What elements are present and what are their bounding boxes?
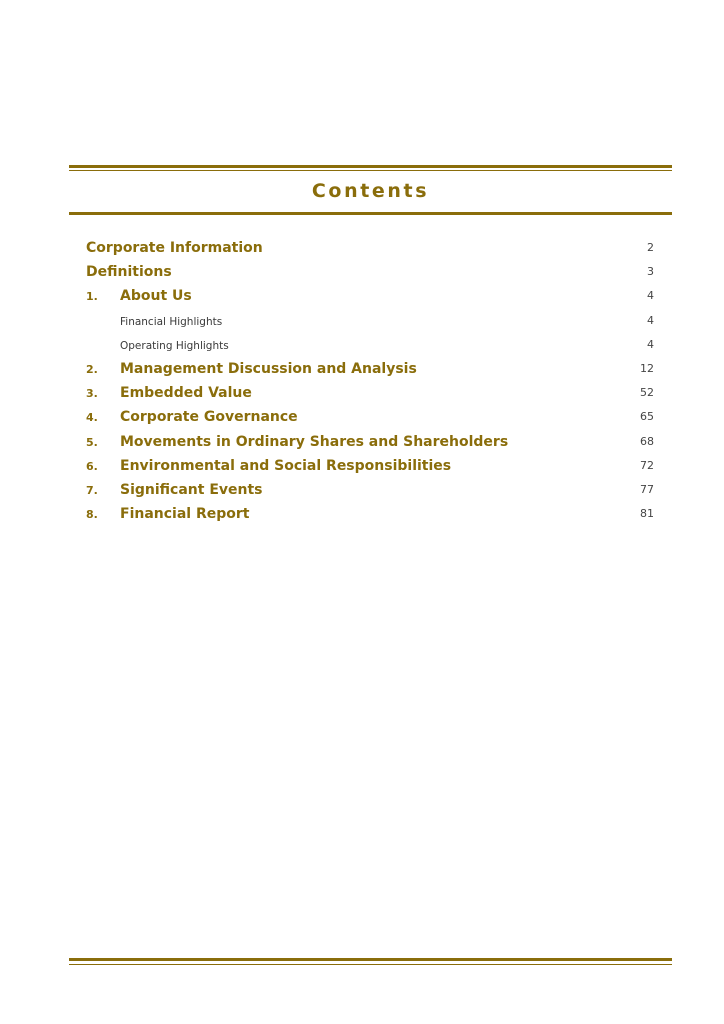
toc-entry-label[interactable]: Corporate Information [86, 240, 263, 256]
toc-entry-number: 4. [86, 411, 98, 425]
toc-entry[interactable] [86, 260, 656, 284]
toc-entry-label[interactable]: Definitions [86, 264, 172, 281]
toc-entry[interactable] [86, 333, 656, 357]
toc-entry-page-number: 4 [647, 337, 654, 351]
toc-entry-page-number: 4 [647, 313, 654, 327]
toc-entry-page-number: 77 [640, 482, 654, 496]
toc-entry-page-number: 68 [640, 434, 654, 448]
toc-entry[interactable] [86, 478, 656, 502]
toc-entry-label[interactable]: Financial Highlights [120, 315, 223, 328]
toc-entry-label[interactable]: Operating Highlights [120, 339, 229, 352]
header-rule-top-thin [69, 170, 672, 171]
toc-entry-label[interactable]: Embedded Value [120, 385, 252, 402]
toc-entry[interactable] [86, 430, 656, 454]
toc-entry-number: 5. [86, 435, 98, 449]
toc-entry-page-number: 72 [640, 458, 654, 472]
table-of-contents [86, 236, 656, 526]
toc-entry-label[interactable]: Corporate Governance [120, 409, 298, 426]
toc-entry-label[interactable]: About Us [120, 288, 192, 305]
toc-entry-label[interactable]: Movements in Ordinary Shares and Shareholders [120, 433, 509, 450]
toc-entry-page-number: 4 [647, 289, 654, 303]
toc-entry-number: 1. [86, 290, 98, 304]
toc-entry[interactable] [86, 284, 656, 308]
toc-entry-label[interactable]: Management Discussion and Analysis [120, 360, 417, 377]
toc-entry[interactable] [86, 502, 656, 526]
header-rule-top-thick [69, 165, 672, 168]
toc-entry[interactable] [86, 454, 656, 478]
toc-entry-number: 8. [86, 508, 98, 522]
toc-entry-number: 6. [86, 459, 98, 473]
toc-entry-page-number: 81 [640, 507, 654, 521]
toc-entry-number: 3. [86, 387, 98, 401]
toc-entry[interactable] [86, 405, 656, 429]
toc-entry-page-number: 52 [640, 386, 654, 400]
toc-entry[interactable] [86, 236, 656, 260]
footer-rule-thick [69, 958, 672, 961]
toc-entry-number: 7. [86, 483, 98, 497]
toc-entry-label[interactable]: Significant Events [120, 481, 263, 498]
header-rule-bottom [69, 212, 672, 215]
toc-entry-label[interactable]: Environmental and Social Responsibilities [120, 457, 452, 474]
toc-entry-page-number: 65 [640, 410, 654, 424]
footer-rule-thin [69, 964, 672, 965]
toc-entry-number: 2. [86, 362, 98, 376]
page-title: Contents [311, 180, 430, 202]
toc-entry[interactable] [86, 309, 656, 333]
toc-entry-label[interactable]: Financial Report [120, 506, 250, 523]
toc-entry-page-number: 3 [647, 265, 654, 279]
toc-entry-page-number: 2 [647, 241, 654, 254]
toc-entry[interactable] [86, 357, 656, 381]
toc-entry[interactable] [86, 381, 656, 405]
toc-entry-page-number: 12 [640, 361, 654, 375]
